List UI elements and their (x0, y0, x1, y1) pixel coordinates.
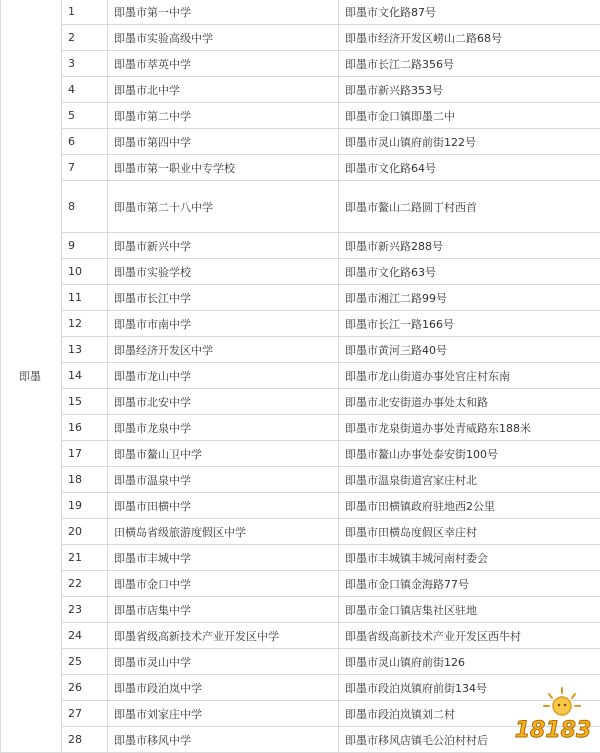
school-name-cell: 即墨市温泉中学 (108, 467, 339, 493)
school-address-cell: 即墨市段泊岚镇刘二村 (339, 701, 600, 727)
school-address-cell: 即墨市文化路87号 (339, 0, 600, 25)
school-address-cell: 即墨市鳌山办事处泰安街100号 (339, 441, 600, 467)
row-number-cell: 8 (62, 181, 108, 233)
school-name-cell: 即墨市移风中学 (108, 727, 339, 753)
school-name-cell: 田横岛省级旅游度假区中学 (108, 519, 339, 545)
row-number-cell: 10 (62, 259, 108, 285)
row-number-cell: 5 (62, 103, 108, 129)
school-name-cell: 即墨市市南中学 (108, 311, 339, 337)
row-number-cell: 16 (62, 415, 108, 441)
school-address-cell: 即墨市移风店镇毛公泊村村后 (339, 727, 600, 753)
row-number-cell: 20 (62, 519, 108, 545)
table-row (1, 363, 600, 389)
school-address-cell: 即墨市长江一路166号 (339, 311, 600, 337)
row-number-cell: 25 (62, 649, 108, 675)
school-name-cell: 即墨市第四中学 (108, 129, 339, 155)
school-name-cell: 即墨市实验学校 (108, 259, 339, 285)
school-name-cell: 即墨市灵山中学 (108, 649, 339, 675)
school-address-cell: 即墨市田横镇政府驻地西2公里 (339, 493, 600, 519)
school-name-cell: 即墨市段泊岚中学 (108, 675, 339, 701)
row-number-cell: 22 (62, 571, 108, 597)
table-row (1, 51, 600, 77)
school-address-cell: 即墨市长江二路356号 (339, 51, 600, 77)
school-name-cell: 即墨市金口中学 (108, 571, 339, 597)
row-number-cell: 9 (62, 233, 108, 259)
school-name-cell: 即墨市丰城中学 (108, 545, 339, 571)
school-address-cell: 即墨市新兴路353号 (339, 77, 600, 103)
school-name-cell: 即墨市北安中学 (108, 389, 339, 415)
school-address-cell: 即墨市湘江二路99号 (339, 285, 600, 311)
row-number-cell: 1 (62, 0, 108, 25)
row-number-cell: 19 (62, 493, 108, 519)
school-name-cell: 即墨市刘家庄中学 (108, 701, 339, 727)
table-row (1, 233, 600, 259)
logo-text: 18183 (515, 718, 592, 743)
school-address-cell: 即墨市新兴路288号 (339, 233, 600, 259)
school-name-cell: 即墨市鳌山卫中学 (108, 441, 339, 467)
table-row (1, 493, 600, 519)
table-row (1, 597, 600, 623)
school-address-cell: 即墨市龙山街道办事处官庄村东南 (339, 363, 600, 389)
school-name-cell: 即墨市第一职业中专学校 (108, 155, 339, 181)
district-cell: 即墨 (1, 0, 62, 753)
row-number-cell: 24 (62, 623, 108, 649)
school-name-cell: 即墨市第一中学 (108, 0, 339, 25)
school-address-cell: 即墨市田横岛度假区幸庄村 (339, 519, 600, 545)
school-name-cell: 即墨省级高新技术产业开发区中学 (108, 623, 339, 649)
school-name-cell: 即墨市龙泉中学 (108, 415, 339, 441)
logo-sun-icon (544, 688, 580, 715)
school-address-cell: 即墨市金口镇店集社区驻地 (339, 597, 600, 623)
row-number-cell: 15 (62, 389, 108, 415)
table-row (1, 25, 600, 51)
school-address-cell: 即墨省级高新技术产业开发区西牛村 (339, 623, 600, 649)
school-address-cell: 即墨市灵山镇府前街122号 (339, 129, 600, 155)
school-name-cell: 即墨市第二中学 (108, 103, 339, 129)
table-row (1, 77, 600, 103)
school-address-cell: 即墨市黄河三路40号 (339, 337, 600, 363)
school-name-cell: 即墨经济开发区中学 (108, 337, 339, 363)
row-number-cell: 4 (62, 77, 108, 103)
table-row (1, 389, 600, 415)
school-address-cell: 即墨市温泉街道宫家庄村北 (339, 467, 600, 493)
school-name-cell: 即墨市新兴中学 (108, 233, 339, 259)
table-row (1, 623, 600, 649)
table-row (1, 441, 600, 467)
school-name-cell: 即墨市店集中学 (108, 597, 339, 623)
row-number-cell: 12 (62, 311, 108, 337)
18183-logo (510, 684, 596, 746)
row-number-cell: 2 (62, 25, 108, 51)
table-row (1, 129, 600, 155)
row-number-cell: 18 (62, 467, 108, 493)
school-address-cell: 即墨市金口镇金海路77号 (339, 571, 600, 597)
table-row (1, 311, 600, 337)
school-name-cell: 即墨市长江中学 (108, 285, 339, 311)
school-address-cell: 即墨市经济开发区崂山二路68号 (339, 25, 600, 51)
table-row (1, 467, 600, 493)
table-row (1, 571, 600, 597)
school-name-cell: 即墨市北中学 (108, 77, 339, 103)
school-address-cell: 即墨市金口镇即墨二中 (339, 103, 600, 129)
table-row (1, 181, 600, 233)
school-address-cell: 即墨市灵山镇府前街126 (339, 649, 600, 675)
table-row (1, 259, 600, 285)
row-number-cell: 11 (62, 285, 108, 311)
table-row (1, 415, 600, 441)
school-name-cell: 即墨市萃英中学 (108, 51, 339, 77)
table-row (1, 285, 600, 311)
table-row (1, 0, 600, 25)
row-number-cell: 28 (62, 727, 108, 753)
school-address-cell: 即墨市丰城镇丰城河南村委会 (339, 545, 600, 571)
table-row (1, 519, 600, 545)
table-row (1, 103, 600, 129)
row-number-cell: 26 (62, 675, 108, 701)
row-number-cell: 14 (62, 363, 108, 389)
school-name-cell: 即墨市龙山中学 (108, 363, 339, 389)
row-number-cell: 17 (62, 441, 108, 467)
row-number-cell: 7 (62, 155, 108, 181)
row-number-cell: 21 (62, 545, 108, 571)
school-address-cell: 即墨市龙泉街道办事处青威路东188米 (339, 415, 600, 441)
row-number-cell: 3 (62, 51, 108, 77)
row-number-cell: 13 (62, 337, 108, 363)
row-number-cell: 23 (62, 597, 108, 623)
row-number-cell: 6 (62, 129, 108, 155)
table-body (1, 0, 600, 753)
school-name-cell: 即墨市田横中学 (108, 493, 339, 519)
row-number-cell: 27 (62, 701, 108, 727)
school-address-cell: 即墨市文化路63号 (339, 259, 600, 285)
school-name-cell: 即墨市实验高级中学 (108, 25, 339, 51)
table-row (1, 649, 600, 675)
table-row (1, 155, 600, 181)
table-row (1, 545, 600, 571)
school-address-cell: 即墨市段泊岚镇府前街134号 (339, 675, 600, 701)
school-address-cell: 即墨市文化路64号 (339, 155, 600, 181)
school-address-cell: 即墨市鳌山二路圆丁村西首 (339, 181, 600, 233)
school-name-cell: 即墨市第二十八中学 (108, 181, 339, 233)
school-address-cell: 即墨市北安街道办事处太和路 (339, 389, 600, 415)
table-row (1, 337, 600, 363)
